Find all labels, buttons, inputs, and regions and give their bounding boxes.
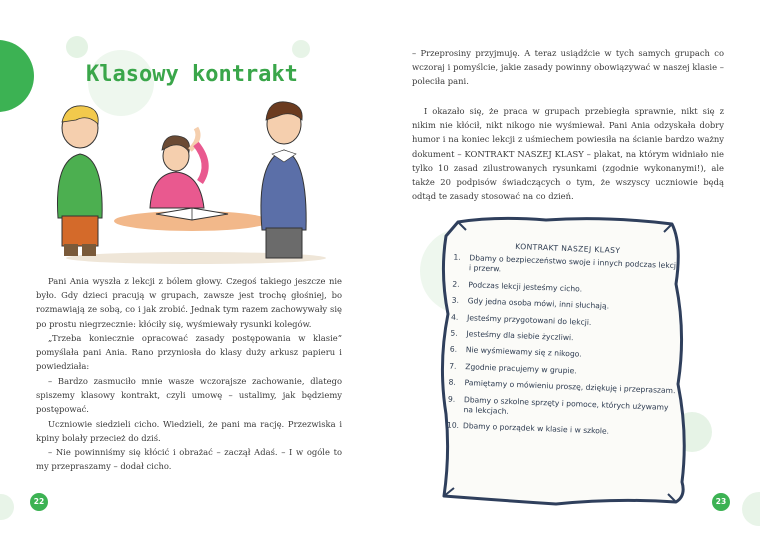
contract-rule bbox=[452, 296, 680, 315]
paragraph: – Nie powinniśmy się kłócić i obrażać – zaczął Adaś. – I w ogóle to my przepraszamy – dodał cicho. bbox=[36, 447, 342, 472]
rule-text: Dbamy o porządek w klasie i w szkole. bbox=[462, 421, 610, 437]
rule-text: Dbamy o bezpieczeństwo swoje i innych podczas lekcji i przerw. bbox=[468, 253, 679, 274]
contract-title: KONTRAKT NASZEJ KLASY bbox=[515, 241, 621, 256]
page-title: Klasowy kontrakt bbox=[86, 62, 298, 87]
rule-number: 5. bbox=[450, 328, 458, 338]
rule-text: Gdy jedna osoba mówi, inni słuchają. bbox=[467, 296, 610, 311]
paragraph: Pani Ania wyszła z lekcji z bólem głowy. Czegoś takiego jeszcze nie było. Gdy dzieci pracują w grupach, zawsze jest trochę głośniej, bo rozmawiają ze sobą, co i jak zrobić. Jednak tym razem zachowywały się po prostu niegrzecznie: kłóciły się, wyśmiewały rysunki kolegów. bbox=[36, 276, 342, 329]
paragraph: – Bardzo zasmuciło mnie wasze wczorajsze zachowanie, dlatego spiszemy klasowy kontrakt, czyli umowę – ustalimy, jak będziemy postępować. bbox=[36, 376, 342, 415]
rule-text: Jesteśmy dla siebie życzliwi. bbox=[466, 329, 574, 343]
rule-number: 3. bbox=[451, 295, 460, 306]
page-number-left: 22 bbox=[30, 493, 48, 511]
rule-number: 6. bbox=[449, 344, 458, 355]
decor-pale-circle bbox=[66, 36, 88, 58]
contract-rule bbox=[450, 329, 678, 348]
rule-text: Pamiętamy o mówieniu proszę, dziękuję i przepraszam. bbox=[464, 378, 676, 396]
rule-text: Dbamy o szkolne sprzęty i pomoce, których używamy na lekcjach. bbox=[463, 394, 669, 416]
rule-number: 7. bbox=[449, 361, 457, 371]
rule-text: Zgodnie pracujemy w grupie. bbox=[465, 361, 577, 376]
contract-rule bbox=[453, 253, 682, 283]
rule-text: Podczas lekcji jesteśmy cicho. bbox=[468, 280, 583, 294]
rule-number: 1. bbox=[453, 252, 461, 262]
contract-rule bbox=[452, 279, 680, 298]
rule-text: Jesteśmy przygotowani do lekcji. bbox=[466, 312, 592, 327]
paragraph: – Przeprosiny przyjmuję. A teraz usiądźcie w tych samych grupach co wczoraj i pomyślcie, jakie zasady powinny obowiązywać w naszej klasie – poleciła pani. bbox=[412, 48, 724, 87]
contract-rule bbox=[447, 421, 675, 440]
rule-number: 2. bbox=[452, 279, 460, 289]
paragraph: „Trzeba koniecznie opracować zasady postępowania w klasie” pomyślała pani Ania. Rano przyniosła do klasy duży arkusz papieru i powiedziała: bbox=[36, 333, 342, 372]
decor-pale-circle bbox=[292, 40, 310, 58]
decor-pale-circle bbox=[742, 492, 760, 526]
contract-rule bbox=[450, 345, 678, 364]
rule-number: 8. bbox=[448, 377, 457, 388]
rule-number: 10. bbox=[446, 420, 460, 431]
contract-rule bbox=[451, 312, 679, 331]
decor-green-circle bbox=[0, 40, 34, 112]
page-number-right: 23 bbox=[712, 493, 730, 511]
rule-text: Nie wyśmiewamy się z nikogo. bbox=[465, 345, 582, 360]
paragraph: Uczniowie siedzieli cicho. Wiedzieli, że pani ma rację. Przezwiska i kpiny bolały przecież do dziś. bbox=[36, 419, 342, 444]
contract-rule bbox=[449, 361, 677, 380]
rule-number: 4. bbox=[450, 312, 459, 322]
contract-rule bbox=[447, 394, 676, 424]
classroom-illustration bbox=[46, 98, 330, 268]
contract-rule bbox=[448, 378, 676, 397]
decor-pale-circle bbox=[0, 494, 14, 520]
rule-number: 9. bbox=[447, 394, 456, 404]
contract-list bbox=[446, 240, 681, 446]
paragraph: I okazało się, że praca w grupach przebiegła sprawnie, nikt się z nikim nie kłócił, nikt nikogo nie wyśmiewał. Pani Ania odzyskała dobry humor i na koniec lekcji z uśmiechem powiesiła na ścianie bardzo ważny dokument – KONTRAKT NASZEJ KLASY – plakat, na którym widniało nie tylko 10 zasad zilustrowanych rysunkami (zgodnie wykonanymi!), ale także 20 podpisów świadczących o tym, że wszyscy uczniowie będą odtąd te zasady stosować na co dzień. bbox=[412, 106, 724, 202]
